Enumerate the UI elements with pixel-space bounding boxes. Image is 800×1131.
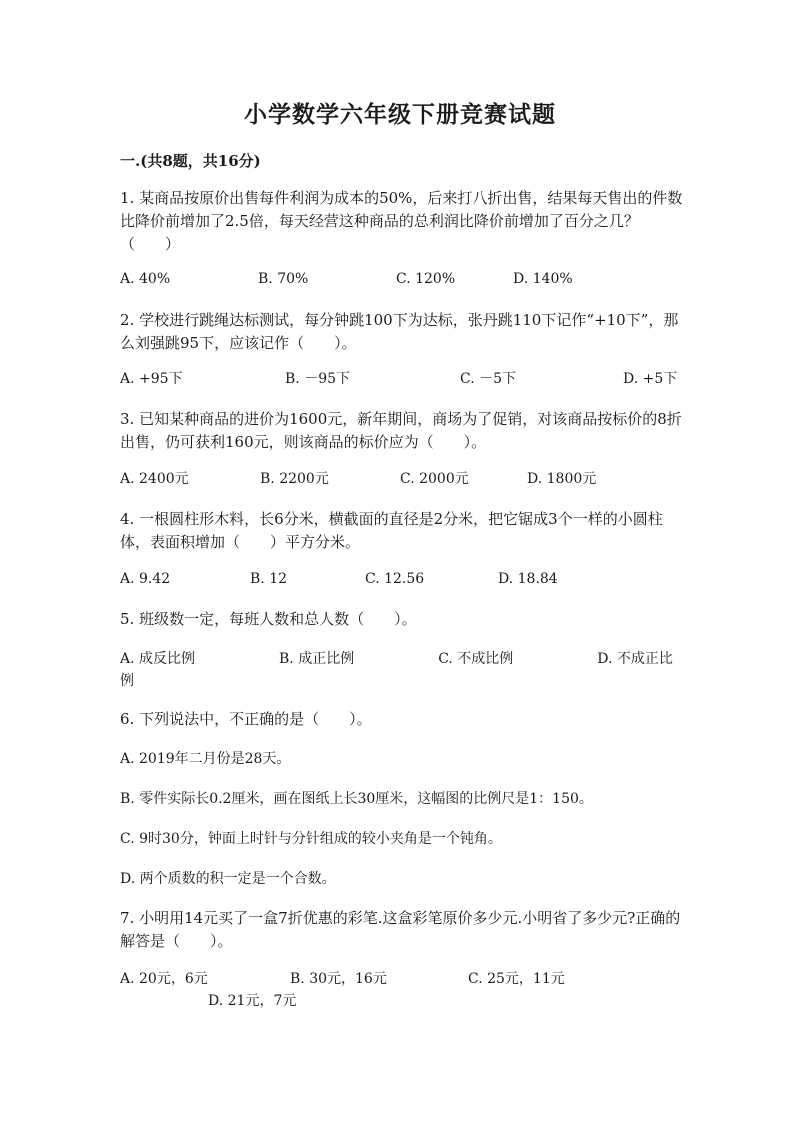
q5-options: A. 成反比例 B. 成正比例 C. 不成比例 D. 不成正比例 — [120, 651, 673, 689]
q2-option-a: A. +95下 — [120, 371, 183, 387]
question-4: 4. 一根圆柱形木料，长6分米，横截面的直径是2分米，把它锯成3个一样的小圆柱体，表面积增加（ ）平方分米。 — [120, 510, 663, 551]
q7-option-d: D. 21元，7元 — [208, 993, 297, 1009]
question-5: 5. 班级数一定，每班人数和总人数（ ）。 — [120, 610, 417, 628]
question-6: 6. 下列说法中，不正确的是（ ）。 — [120, 710, 372, 728]
q3-option-a: A. 2400元 — [120, 471, 189, 487]
q4-option-b: B. 12 — [250, 571, 288, 587]
q1-option-c: C. 120% — [396, 271, 456, 287]
section-heading: 一.(共8题，共16分) — [120, 152, 261, 170]
q4-option-c: C. 12.56 — [365, 571, 425, 587]
q3-option-d: D. 1800元 — [527, 471, 597, 487]
q4-option-d: D. 18.84 — [498, 571, 558, 587]
question-1: 1. 某商品按原价出售每件利润为成本的50%，后来打八折出售，结果每天售出的件数比降价前增加了2.5倍，每天经营这种商品的总利润比降价前增加了百分之几？（ ） — [120, 189, 683, 253]
q6-option-a: A. 2019年二月份是28天。 — [120, 751, 291, 767]
q7-option-c: C. 25元，11元 — [468, 971, 565, 987]
q6-option-d: D. 两个质数的积一定是一个合数。 — [120, 871, 336, 887]
q2-option-b: B. －95下 — [285, 371, 351, 387]
q3-option-b: B. 2200元 — [260, 471, 329, 487]
q1-option-b: B. 70% — [258, 271, 309, 287]
q7-option-a: A. 20元，6元 — [120, 971, 208, 987]
q6-option-c: C. 9时30分，钟面上时针与分针组成的较小夹角是一个钝角。 — [120, 831, 502, 847]
q2-option-d: D. +5下 — [623, 371, 678, 387]
question-3: 3. 已知某种商品的进价为1600元，新年期间，商场为了促销，对该商品按标价的8折出售，仍可获利160元，则该商品的标价应为（ ）。 — [120, 410, 682, 451]
q3-option-c: C. 2000元 — [400, 471, 469, 487]
q1-option-a: A. 40% — [120, 271, 171, 287]
q4-option-a: A. 9.42 — [120, 571, 171, 587]
page-title: 小学数学六年级下册竞赛试题 — [244, 101, 556, 128]
q6-option-b: B. 零件实际长0.2厘米，画在图纸上长30厘米，这幅图的比例尺是1：150。 — [120, 791, 593, 807]
question-7: 7. 小明用14元买了一盒7折优惠的彩笔.这盒彩笔原价多少元.小明省了多少元?正确的解答是（ ）。 — [120, 909, 681, 950]
q1-option-d: D. 140% — [513, 271, 573, 287]
question-2: 2. 学校进行跳绳达标测试，每分钟跳100下为达标，张丹跳110下记作“+10下”，那么刘强跳95下，应该记作（ ）。 — [120, 311, 679, 352]
q7-option-b: B. 30元，16元 — [290, 971, 387, 987]
q2-option-c: C. －5下 — [460, 371, 517, 387]
